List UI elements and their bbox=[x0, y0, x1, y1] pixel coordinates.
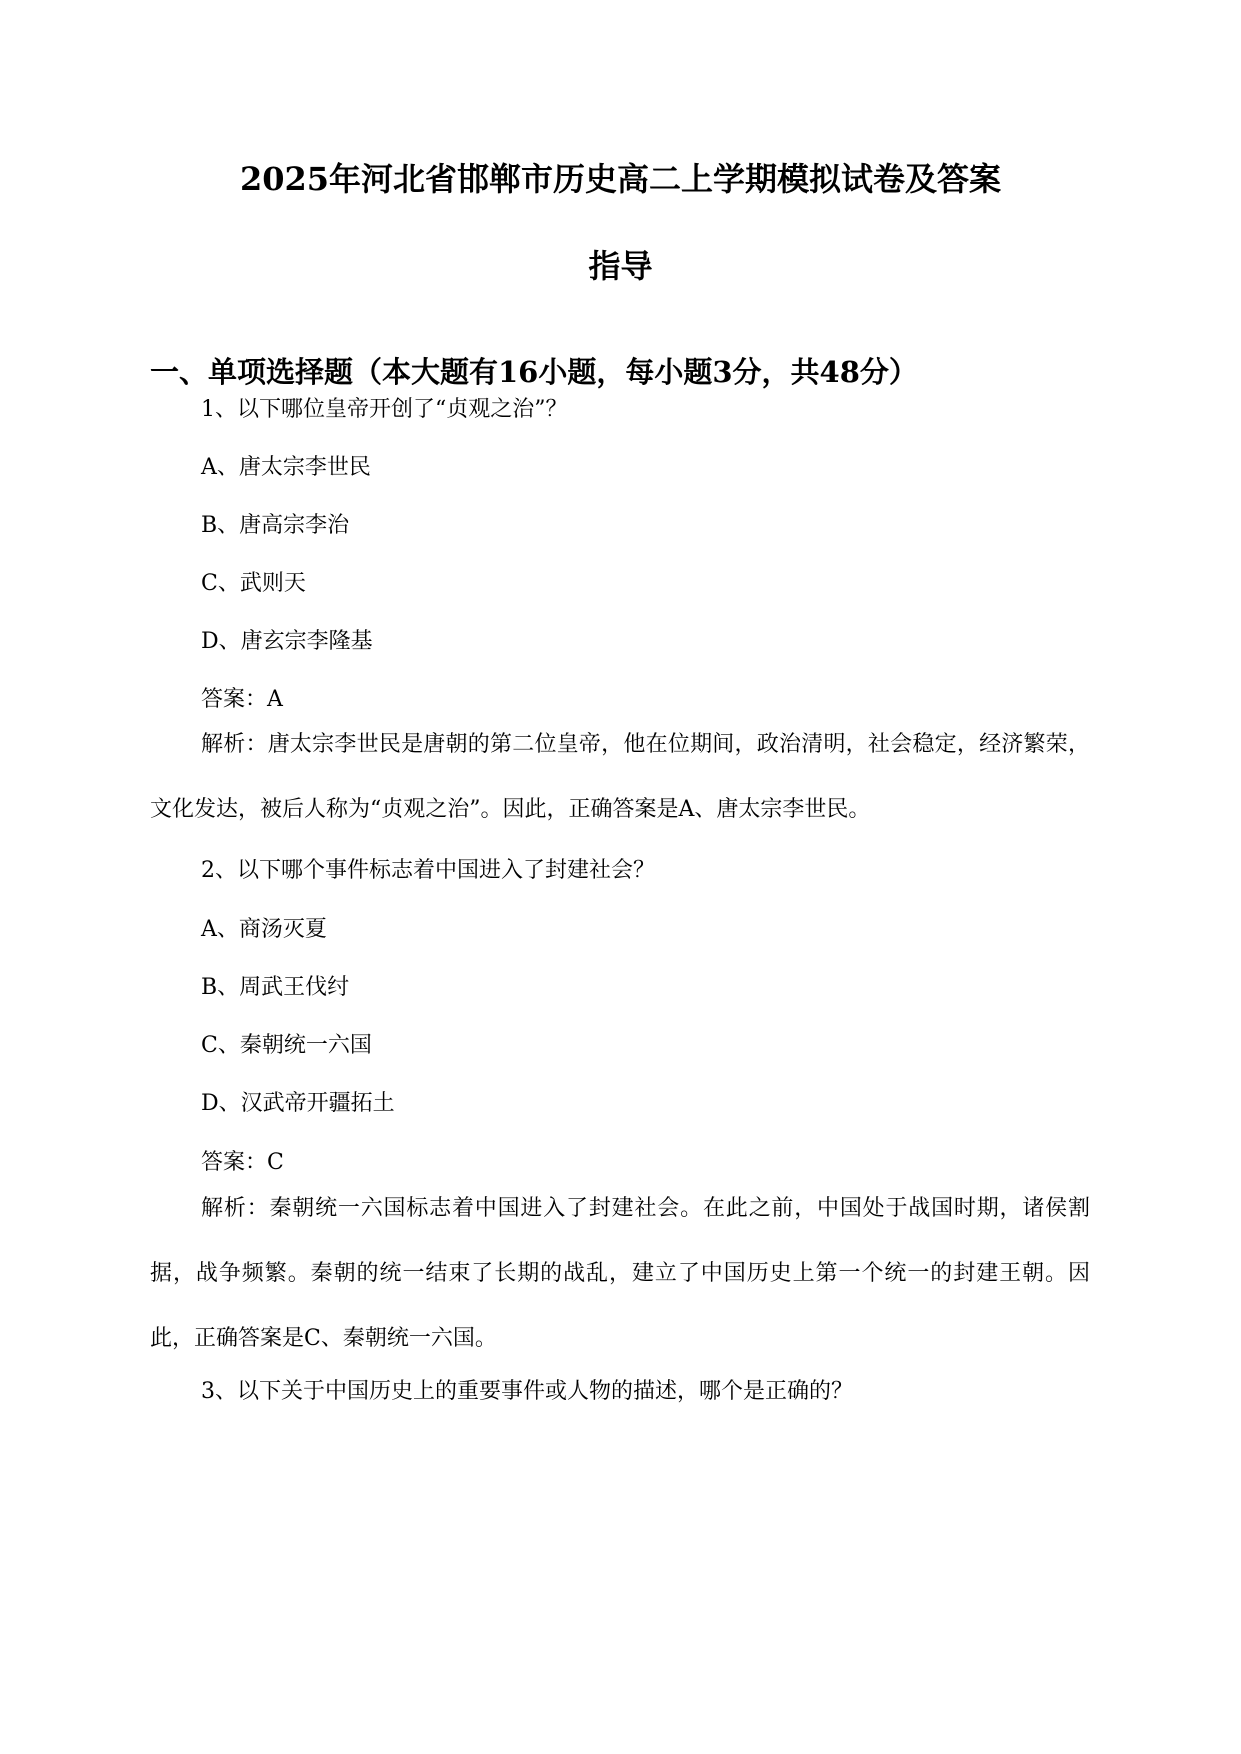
question-2-option-c: C、秦朝统一六国 bbox=[201, 1033, 372, 1058]
question-2-answer: 答案：C bbox=[201, 1150, 284, 1175]
question-1-analysis: 解析：唐太宗李世民是唐朝的第二位皇帝，他在位期间，政治清明，社会稳定，经济繁荣，文化发达，被后人称为“贞观之治”。因此，正确答案是A、唐太宗李世民。 bbox=[150, 732, 1090, 822]
question-1-stem: 1、以下哪位皇帝开创了“贞观之治”？ bbox=[201, 397, 568, 422]
document-title: 2025年河北省邯郸市历史高二上学期模拟试卷及答案 bbox=[239, 160, 1002, 198]
question-1-option-a: A、唐太宗李世民 bbox=[201, 455, 371, 480]
question-2-stem: 2、以下哪个事件标志着中国进入了封建社会？ bbox=[201, 858, 655, 883]
question-1-option-d: D、唐玄宗李隆基 bbox=[201, 629, 373, 654]
question-1-answer: 答案：A bbox=[201, 687, 283, 712]
question-1-option-b: B、唐高宗李治 bbox=[201, 513, 350, 538]
question-2-option-a: A、商汤灭夏 bbox=[201, 917, 327, 942]
question-2-analysis: 解析：秦朝统一六国标志着中国进入了封建社会。在此之前，中国处于战国时期，诸侯割据，战争频繁。秦朝的统一结束了长期的战乱，建立了中国历史上第一个统一的封建王朝。因此，正确答案是C、秦朝统一六国。 bbox=[150, 1196, 1090, 1351]
section-heading-single-choice: 一、单项选择题（本大题有16小题，每小题3分，共48分） bbox=[150, 355, 918, 389]
document-title-continued: 指导 bbox=[588, 247, 653, 285]
question-2-option-b: B、周武王伐纣 bbox=[201, 975, 350, 1000]
question-2-option-d: D、汉武帝开疆拓土 bbox=[201, 1091, 395, 1116]
question-1-option-c: C、武则天 bbox=[201, 571, 306, 596]
question-3-stem: 3、以下关于中国历史上的重要事件或人物的描述，哪个是正确的？ bbox=[201, 1379, 853, 1404]
